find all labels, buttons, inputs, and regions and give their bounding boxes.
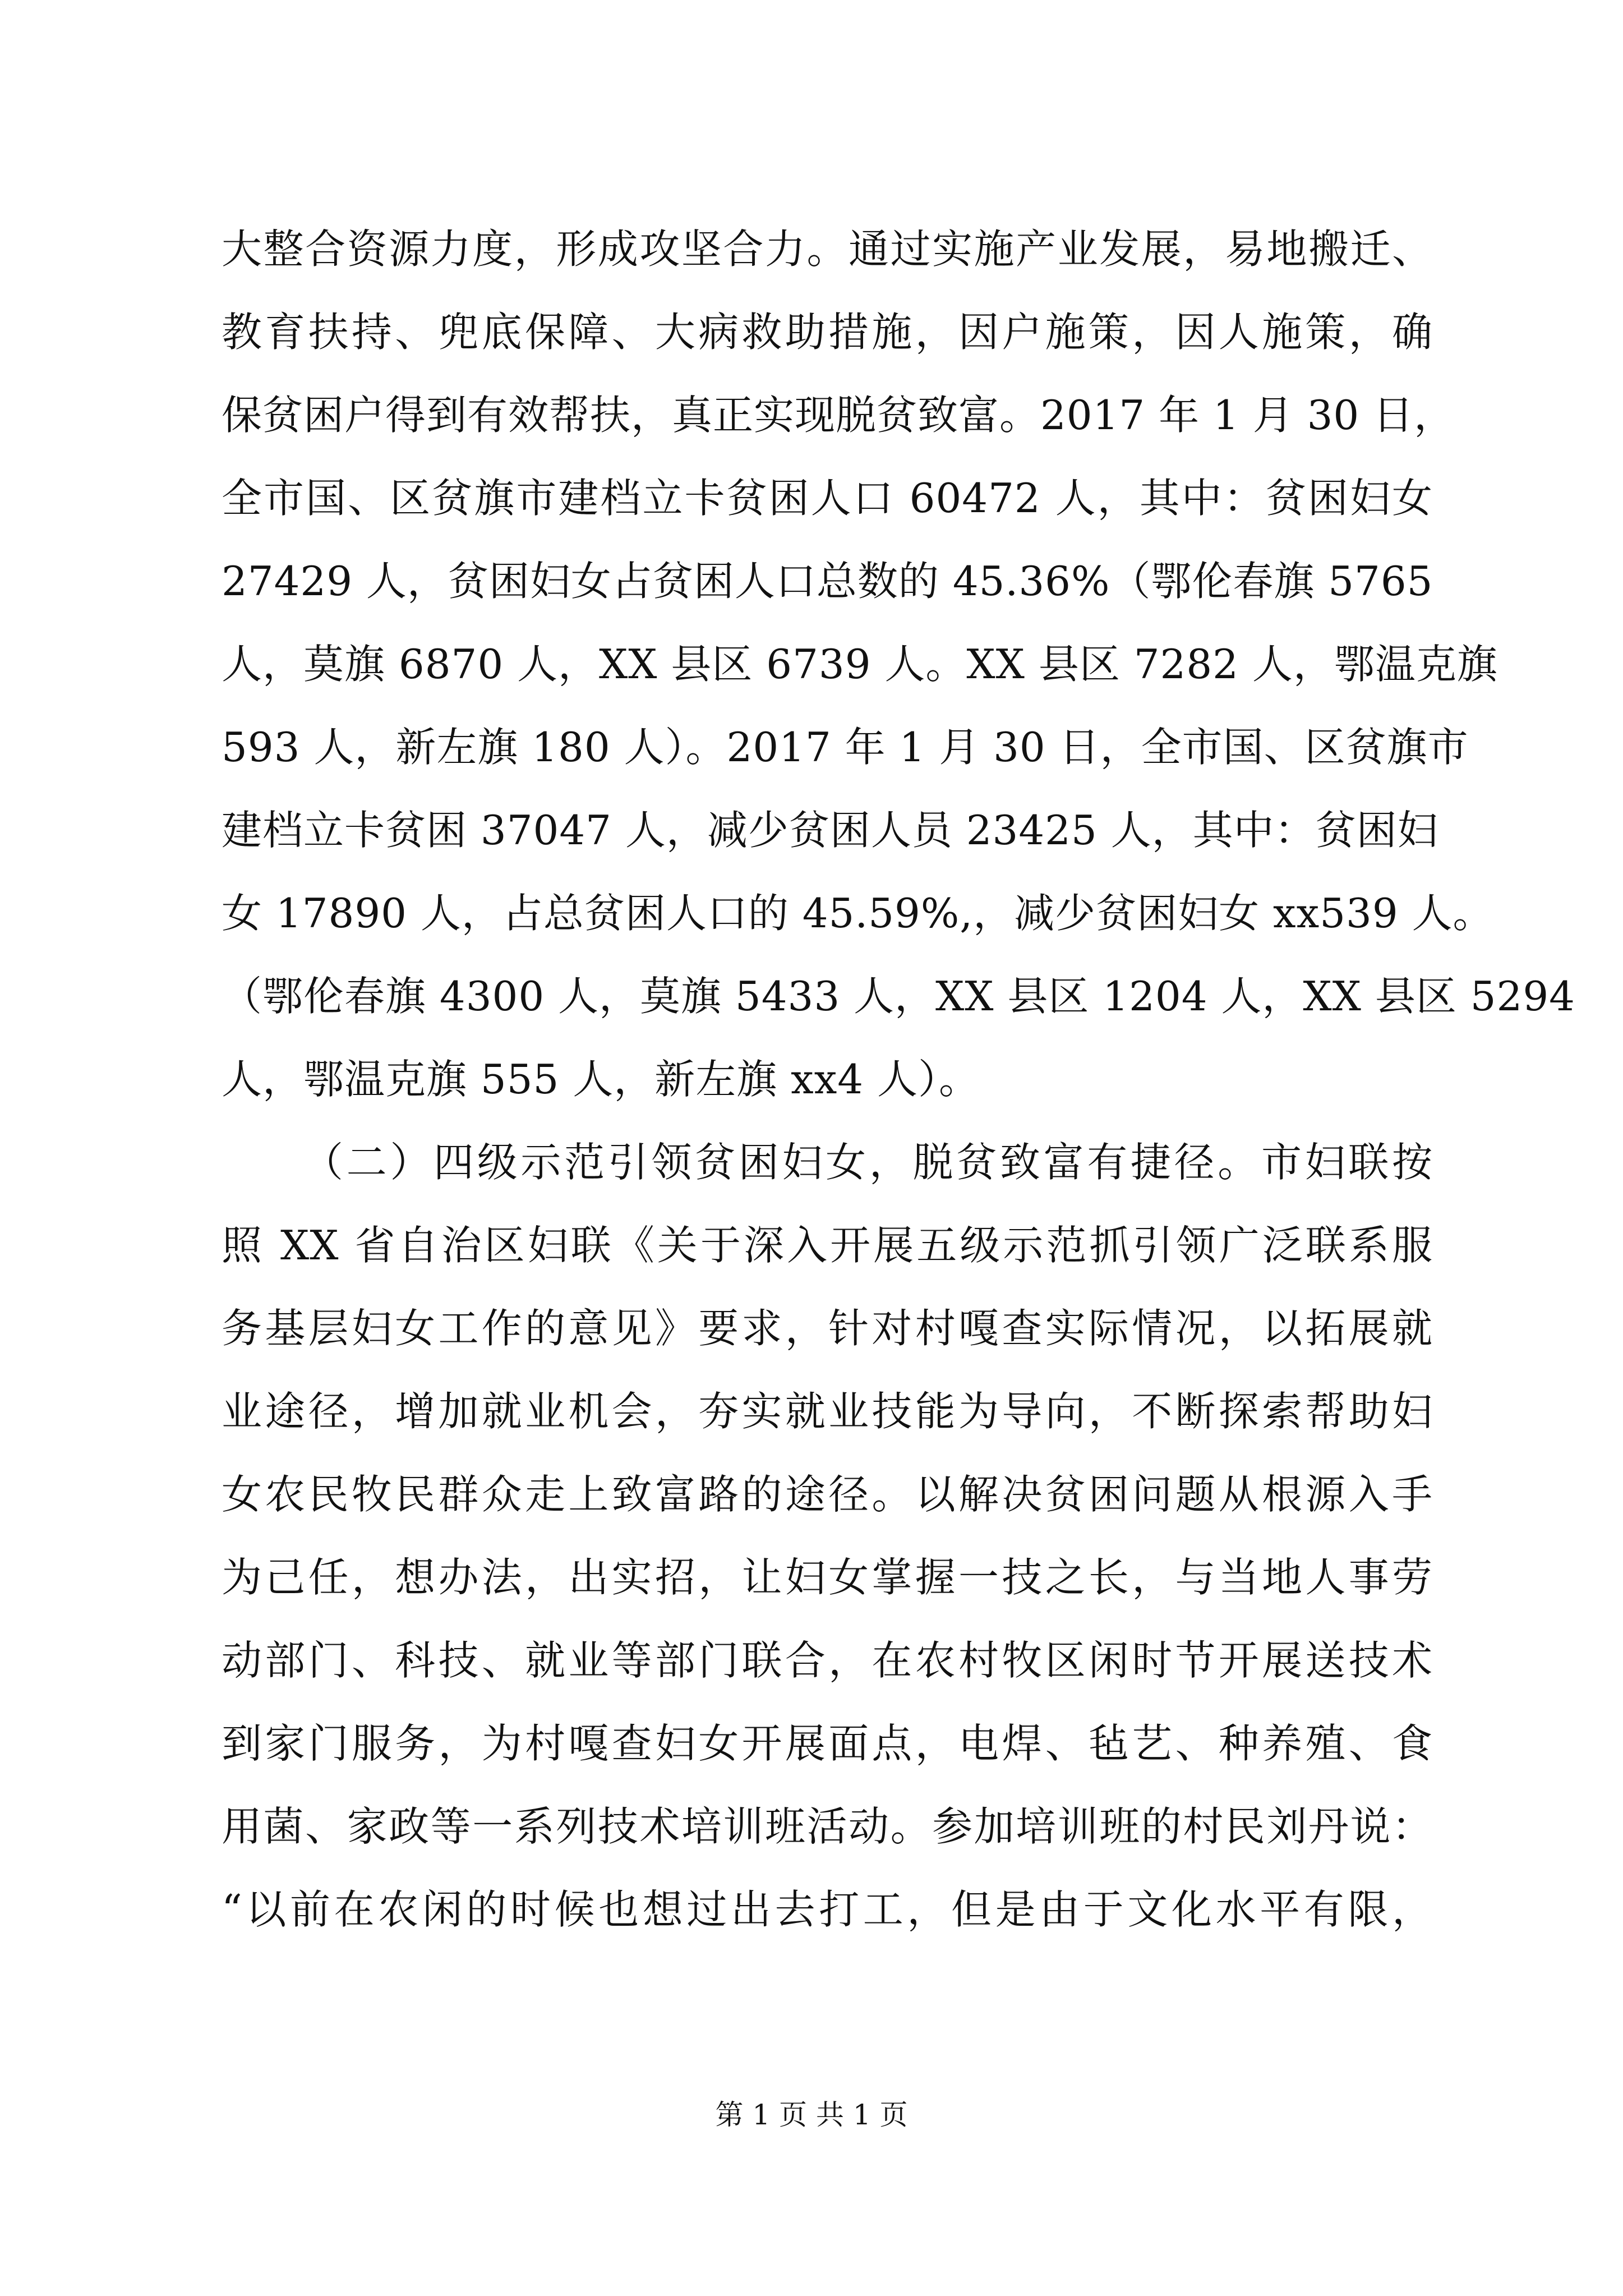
text-line: 到家门服务，为村嘎查妇女开展面点，电焊、毡艺、种养殖、食 (222, 1720, 1433, 1767)
text-line: 女农民牧民群众走上致富路的途径。以解决贫困问题从根源入手 (222, 1471, 1433, 1518)
text-line: 全市国、区贫旗市建档立卡贫困人口 60472 人，其中：贫困妇女 (222, 475, 1433, 522)
text-line: 女 17890 人，占总贫困人口的 45.59%,，减少贫困妇女 xx539 人。 (222, 890, 1494, 937)
text-line: 业途径，增加就业机会，夯实就业技能为导向，不断探索帮助妇 (222, 1388, 1433, 1435)
text-line: 照 XX 省自治区妇联《关于深入开展五级示范抓引领广泛联系服 (222, 1222, 1433, 1269)
text-line: 教育扶持、兜底保障、大病救助措施，因户施策，因人施策，确 (222, 309, 1433, 356)
text-line: “以前在农闲的时候也想过出去打工，但是由于文化水平有限， (222, 1886, 1433, 1933)
text-line: （鄂伦春旗 4300 人，莫旗 5433 人，XX 县区 1204 人，XX 县区 5294 (222, 973, 1575, 1020)
text-line: 建档立卡贫困 37047 人，减少贫困人员 23425 人，其中：贫困妇 (222, 807, 1438, 854)
paragraph-start-line: （二）四级示范引领贫困妇女，脱贫致富有捷径。市妇联按 (303, 1139, 1433, 1186)
page-number-label: 第 1 页 共 1 页 (715, 2099, 908, 2131)
text-line: 用菌、家政等一系列技术培训班活动。参加培训班的村民刘丹说： (222, 1803, 1433, 1850)
text-line: 动部门、科技、就业等部门联合，在农村牧区闲时节开展送技术 (222, 1637, 1433, 1684)
text-line: 人，鄂温克旗 555 人，新左旗 xx4 人）。 (222, 1056, 980, 1103)
text-line: 保贫困户得到有效帮扶，真正实现脱贫致富。2017 年 1 月 30 日， (222, 392, 1455, 439)
text-line: 人，莫旗 6870 人，XX 县区 6739 人。XX 县区 7282 人，鄂温克旗 (222, 641, 1498, 688)
body-text (222, 208, 1575, 1951)
text-line: 593 人，新左旗 180 人）。2017 年 1 月 30 日，全市国、区贫旗市 (222, 724, 1469, 771)
page-footer (0, 2095, 1623, 2134)
text-line: 大整合资源力度，形成攻坚合力。通过实施产业发展，易地搬迁、 (222, 226, 1433, 273)
text-line: 务基层妇女工作的意见》要求，针对村嘎查实际情况，以拓展就 (222, 1305, 1433, 1352)
text-line: 27429 人，贫困妇女占贫困人口总数的 45.36%（鄂伦春旗 5765 (222, 558, 1433, 605)
text-line: 为己任，想办法，出实招，让妇女掌握一技之长，与当地人事劳 (222, 1554, 1433, 1601)
